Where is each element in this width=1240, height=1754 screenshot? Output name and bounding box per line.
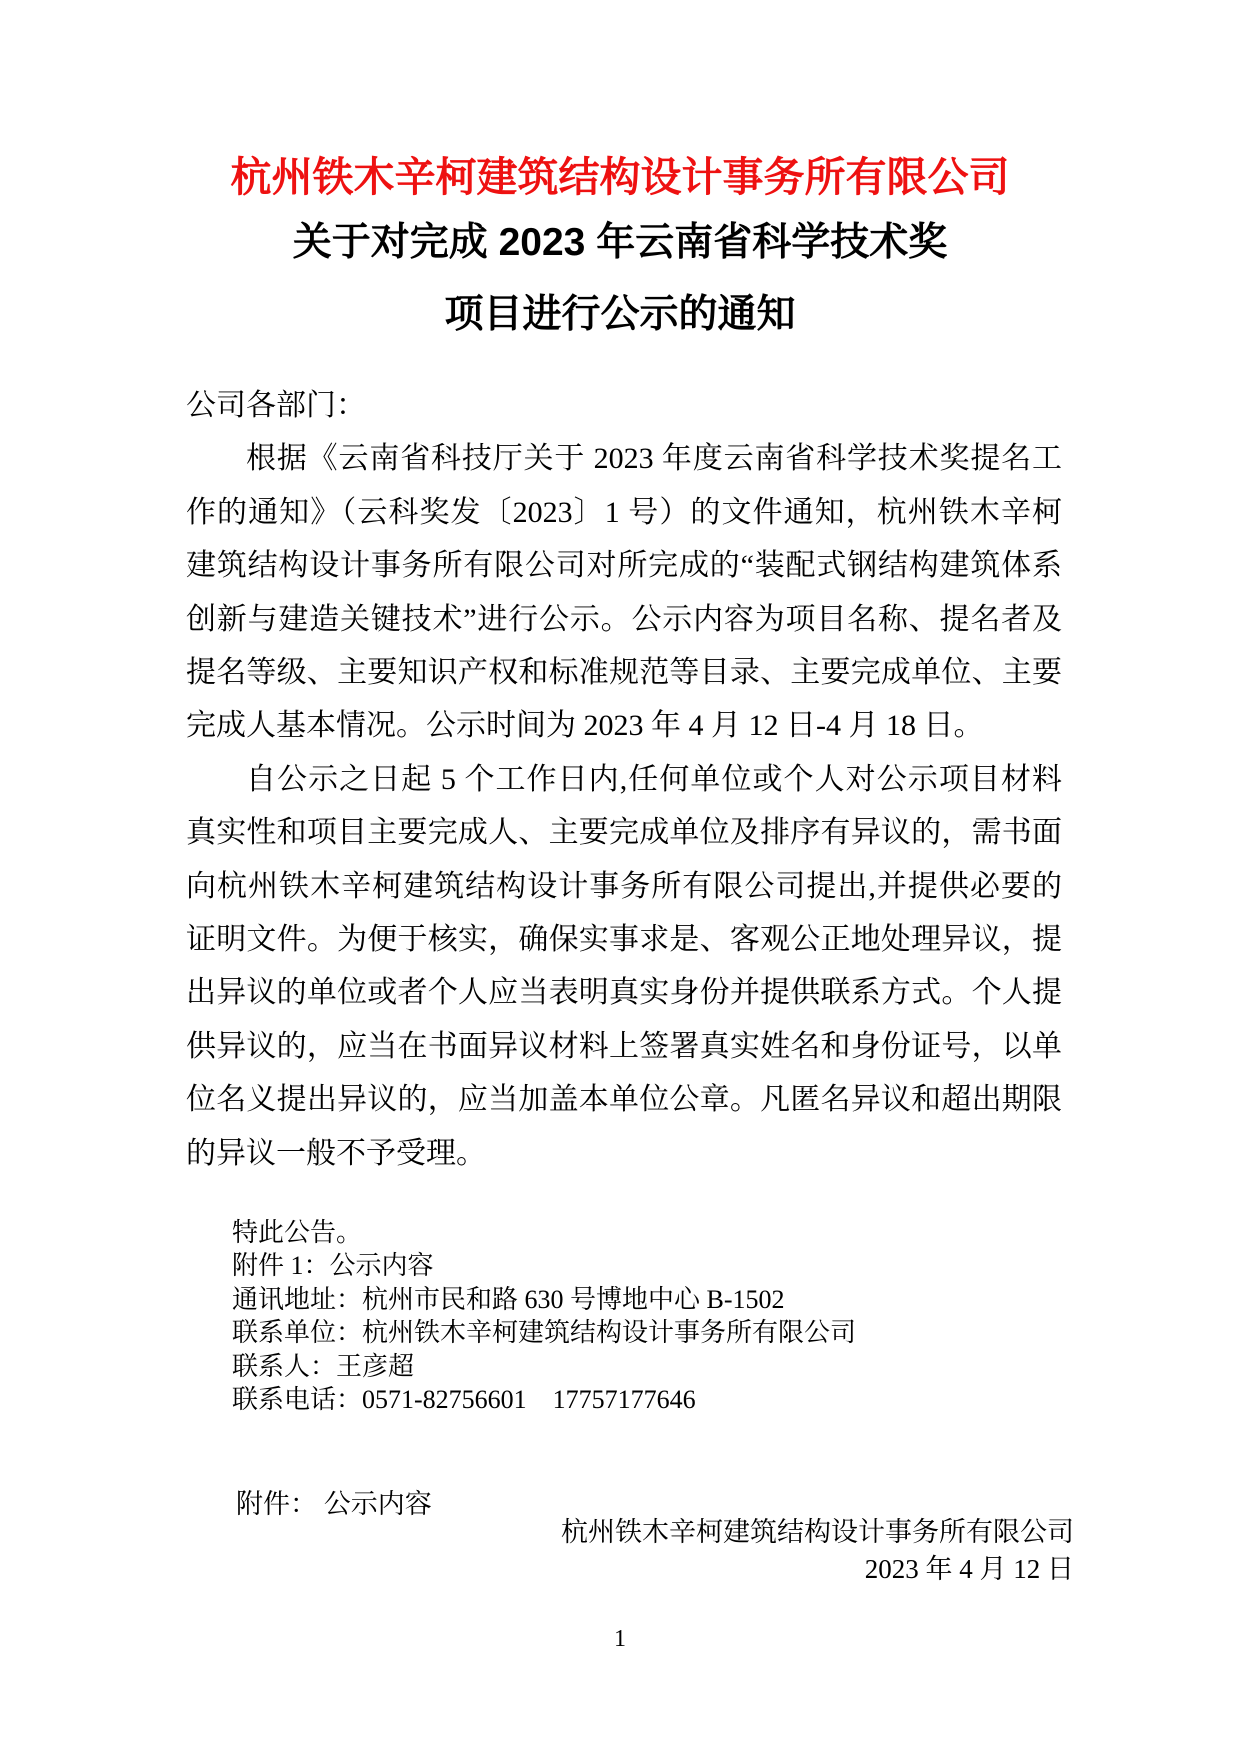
contact-info-block xyxy=(232,1216,1092,1416)
doc-title-line1: 关于对完成 2023 年云南省科学技术奖 xyxy=(292,221,948,264)
company-title: 杭州铁木辛柯建筑结构设计事务所有限公司 xyxy=(230,154,1010,200)
page-number: 1 xyxy=(614,1626,626,1652)
contact-phone: 联系电话：0571-82756601 17757177646 xyxy=(232,1385,696,1415)
contact-person: 联系人：王彦超 xyxy=(232,1351,415,1381)
paragraph-objection-rules: 自公示之日起 5 个工作日内,任何单位或个人对公示项目材料真实性和项目主要完成人、主要完成单位及排序有异议的，需书面向杭州铁木辛柯建筑结构设计事务所有限公司提出,并提供必要的证明文件。为便于核实，确保实事求是、客观公正地处理异议，提出异议的单位或者个人应当表明真实身份并提供联系方式。个人提供异议的，应当在书面异议材料上签署真实姓名和身份证号，以单位名义提出异议的，应当加盖本单位公章。凡匿名异议和超出期限的异议一般不予受理。 xyxy=(186,762,1062,1170)
paragraph-notice-basis: 根据《云南省科技厅关于 2023 年度云南省科学技术奖提名工作的通知》（云科奖发〔2023〕1 号）的文件通知，杭州铁木辛柯建筑结构设计事务所有限公司对所完成的“装配式钢结构建筑体系创新与建造关键技术”进行公示。公示内容为项目名称、提名者及提名等级、主要知识产权和标准规范等目录、主要完成单位、主要完成人基本情况。公示时间为 2023 年 4 月 12 日-4 月 18 日。 xyxy=(186,442,1062,743)
signature-company: 杭州铁木辛柯建筑结构设计事务所有限公司 xyxy=(561,1517,1074,1547)
closing-line: 特此公告。 xyxy=(232,1218,363,1247)
contact-address: 通讯地址：杭州市民和路 630 号博地中心 B-1502 xyxy=(232,1284,785,1314)
signature-block xyxy=(561,1514,1074,1588)
salutation: 公司各部门： xyxy=(186,389,366,422)
document-body xyxy=(186,379,1062,1180)
doc-title-line2: 项目进行公示的通知 xyxy=(444,293,796,336)
signature-date: 2023 年 4 月 12 日 xyxy=(864,1554,1074,1584)
attachment-reference: 附件： 公示内容 xyxy=(236,1489,432,1519)
attachment-note: 附件 1：公示内容 xyxy=(232,1251,434,1281)
contact-unit: 联系单位：杭州铁木辛柯建筑结构设计事务所有限公司 xyxy=(232,1318,857,1348)
